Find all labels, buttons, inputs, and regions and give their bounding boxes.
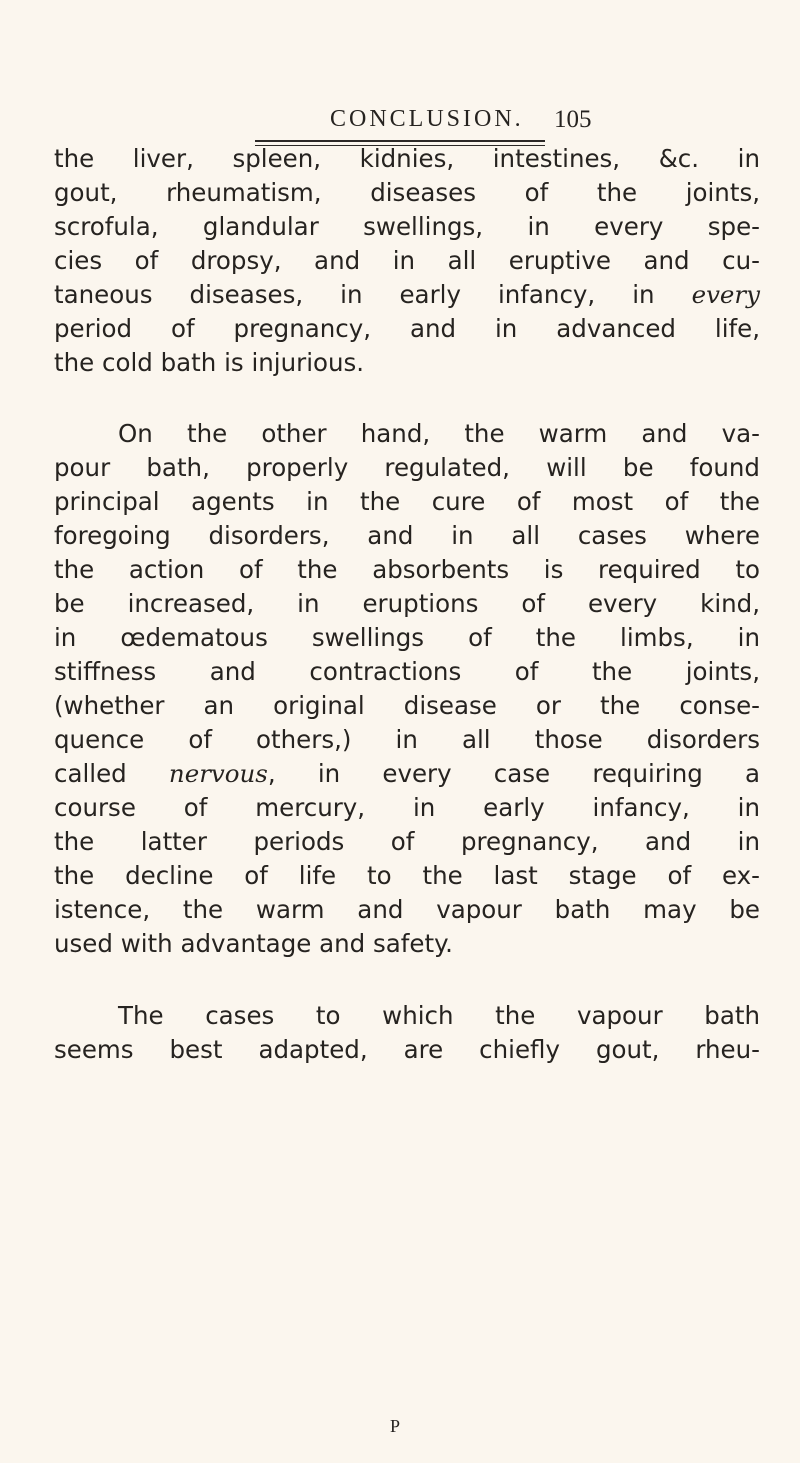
signature-mark: P (390, 1416, 401, 1436)
italic-word: nervous (168, 759, 268, 788)
text-line: pour bath, properly regulated, will be found (54, 453, 760, 482)
page-number: 105 (554, 106, 592, 133)
text-line: The cases to which the vapour bath (118, 1001, 760, 1030)
text-line: stiffness and contractions of the joints, (54, 657, 760, 686)
text-line: gout, rheumatism, diseases of the joints, (54, 178, 760, 207)
text-run: taneous diseases, in early infancy, in (54, 280, 692, 309)
text-line: the latter periods of pregnancy, and in (54, 827, 760, 856)
italic-word: every (691, 280, 760, 309)
text-line: principal agents in the cure of most of the (54, 487, 760, 516)
text-line: the decline of life to the last stage of ex- (54, 861, 760, 890)
text-line: istence, the warm and vapour bath may be (54, 895, 760, 924)
running-title: CONCLUSION. (330, 106, 524, 132)
text-line: the liver, spleen, kidnies, intestines, &c. in (54, 144, 760, 173)
text-line: scrofula, glandular swellings, in every spe- (54, 212, 760, 241)
text-line: quence of others,) in all those disorders (54, 725, 760, 754)
text-line: the cold bath is injurious. (54, 348, 365, 377)
text-line: course of mercury, in early infancy, in (54, 793, 760, 822)
text-line: cies of dropsy, and in all eruptive and cu- (54, 246, 760, 275)
text-line: On the other hand, the warm and va- (118, 419, 760, 448)
text-line: foregoing disorders, and in all cases where (54, 521, 760, 550)
text-line: seems best adapted, are chiefly gout, rheu- (54, 1035, 760, 1064)
text-line: in œdematous swellings of the limbs, in (54, 623, 760, 652)
text-line: (whether an original disease or the conse- (54, 691, 760, 720)
text-run: called (54, 759, 169, 788)
text-line: the action of the absorbents is required to (54, 555, 760, 584)
text-run: , in every case requiring a (267, 759, 760, 788)
text-line: be increased, in eruptions of every kind, (54, 589, 760, 618)
running-head (320, 106, 720, 136)
text-line (54, 757, 760, 791)
text-line (54, 278, 760, 312)
text-line: period of pregnancy, and in advanced life, (54, 314, 760, 343)
text-line: used with advantage and safety. (54, 929, 453, 958)
